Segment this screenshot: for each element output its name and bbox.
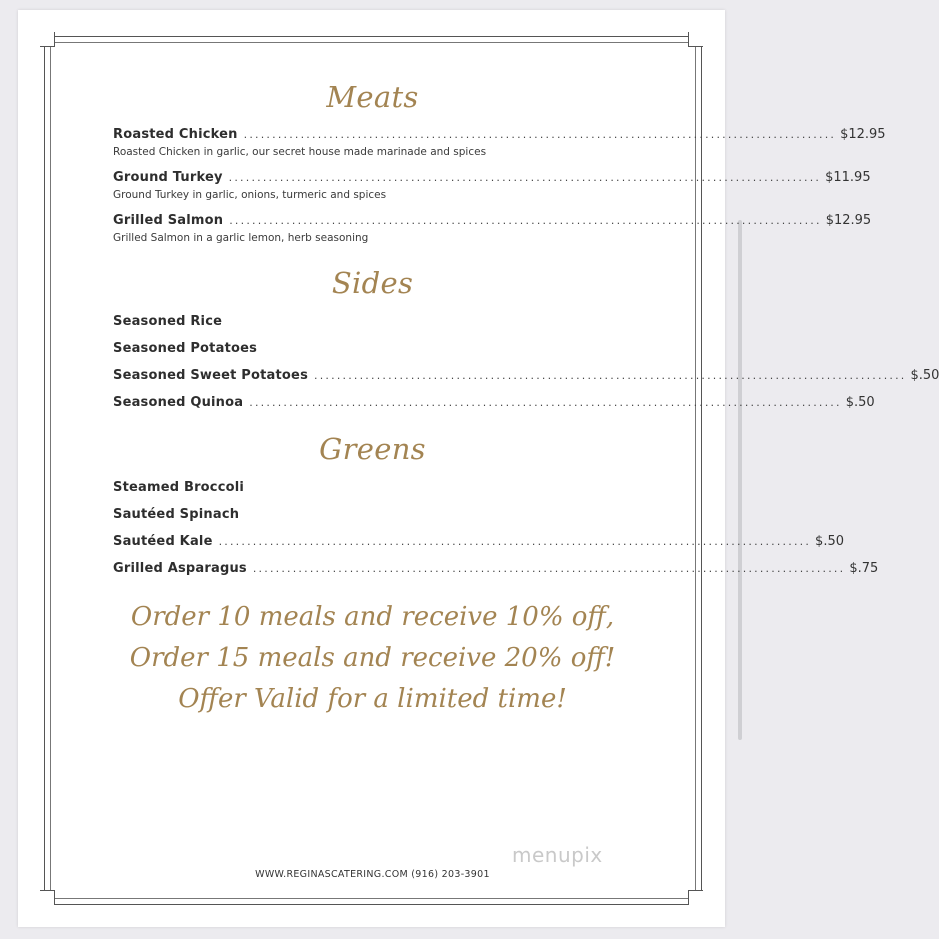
menu-item (113, 534, 844, 552)
website-phone-footer: WWW.REGINASCATERING.COM (916) 203-3901 (255, 869, 490, 880)
item-name: Seasoned Rice (113, 314, 223, 329)
section-title-meats: Meats (326, 80, 419, 114)
leader-dots: ........................................................................................................ (218, 535, 812, 548)
menu-item (113, 314, 643, 332)
item-description: Ground Turkey in garlic, onions, turmeric and spices (113, 189, 387, 201)
corner-ornament (40, 32, 55, 47)
leader-dots: ........................................................................................................ (314, 369, 907, 382)
item-price: $.75 (849, 561, 879, 576)
item-name: Seasoned Potatoes (113, 341, 258, 356)
item-name: Sautéed Kale (113, 534, 213, 549)
menu-item (113, 395, 875, 413)
corner-ornament (688, 32, 703, 47)
item-price: $12.95 (840, 127, 886, 142)
section-title-sides: Sides (331, 266, 414, 300)
item-price: $12.95 (825, 213, 872, 228)
menu-item (113, 561, 879, 579)
watermark-logo: menupix (512, 843, 603, 867)
corner-ornament (40, 890, 55, 905)
item-name: Grilled Asparagus (113, 561, 247, 576)
item-name: Seasoned Sweet Potatoes (113, 368, 309, 383)
item-description: Roasted Chicken in garlic, our secret house made marinade and spices (113, 146, 487, 158)
menu-item (113, 368, 939, 386)
section-title-greens: Greens (319, 432, 426, 466)
menu-item (113, 341, 643, 359)
leader-dots: ........................................................................................................ (229, 214, 822, 227)
menu-item (113, 127, 886, 158)
item-price: $.50 (910, 368, 939, 383)
item-name: Ground Turkey (113, 170, 223, 185)
leader-dots: ........................................................................................................ (228, 171, 822, 184)
item-name: Grilled Salmon (113, 213, 224, 228)
corner-ornament (688, 890, 703, 905)
leader-dots: ........................................................................................................ (249, 396, 842, 409)
promo-text: Order 10 meals and receive 10% off, Order 15 meals and receive 20% off! Offer Valid for a limited time! (129, 602, 616, 714)
menu-item (113, 170, 871, 201)
menu-item (113, 507, 643, 525)
item-price: $11.95 (825, 170, 871, 185)
item-name: Roasted Chicken (113, 127, 238, 142)
leader-dots: ........................................................................................................ (252, 562, 846, 575)
menu-item (113, 480, 643, 498)
item-name: Seasoned Quinoa (113, 395, 244, 410)
leader-dots: ........................................................................................................ (243, 128, 837, 141)
item-name: Steamed Broccoli (113, 480, 245, 495)
menu-item (113, 213, 872, 244)
item-price: $.50 (815, 534, 844, 549)
item-price: $.50 (845, 395, 875, 410)
item-description: Grilled Salmon in a garlic lemon, herb seasoning (113, 232, 369, 244)
item-name: Sautéed Spinach (113, 507, 240, 522)
